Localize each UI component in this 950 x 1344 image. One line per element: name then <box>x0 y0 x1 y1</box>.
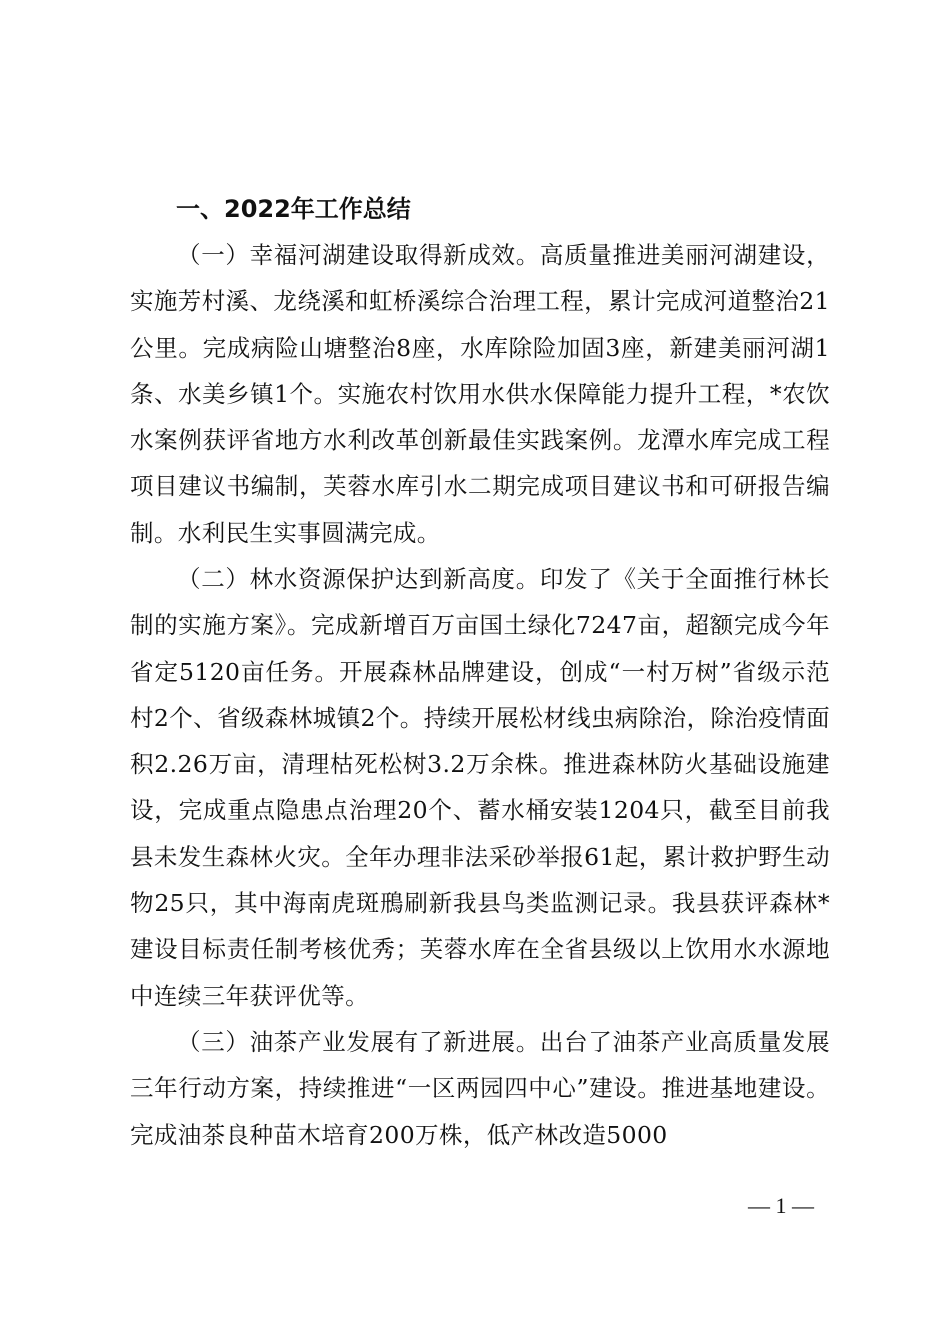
paragraph-river-lake-construction: （一）幸福河湖建设取得新成效。高质量推进美丽河湖建设，实施芳村溪、龙绕溪和虹桥溪综合治理工程，累计完成河道整治21公里。完成病险山塘整治8座，水库除险加固3座，新建美丽河湖1条、水美乡镇1个。实施农村饮用水供水保障能力提升工程，*农饮水案例获评省地方水利改革创新最佳实践案例。龙潭水库完成工程项目建议书编制，芙蓉水库引水二期完成项目建议书和可研报告编制。水利民生实事圆满完成。 <box>130 241 830 547</box>
page-number: — 1 — <box>748 1193 814 1218</box>
paragraph-forest-water-protection: （二）林水资源保护达到新高度。印发了《关于全面推行林长制的实施方案》。完成新增百万亩国土绿化7247亩，超额完成今年省定5120亩任务。开展森林品牌建设，创成“一村万树”省级示范村2个、省级森林城镇2个。持续开展松材线虫病除治，除治疫情面积2.26万亩，清理枯死松树3.2万余株。推进森林防火基础设施建设，完成重点隐患点治理20个、蓄水桶安装1204只，截至目前我县未发生森林火灾。全年办理非法采砂举报61起，累计救护野生动物25只，其中海南虎斑鳽刷新我县鸟类监测记录。我县获评森林*建设目标责任制考核优秀；芙蓉水库在全省县级以上饮用水水源地中连续三年获评优等。 <box>130 565 830 1010</box>
section-heading: 一、2022年工作总结 <box>176 195 411 223</box>
paragraph-camellia-oil-industry: （三）油茶产业发展有了新进展。出台了油茶产业高质量发展三年行动方案，持续推进“一区两园四中心”建设。推进基地建设。完成油茶良种苗木培育200万株，低产林改造5000 <box>130 1028 830 1149</box>
